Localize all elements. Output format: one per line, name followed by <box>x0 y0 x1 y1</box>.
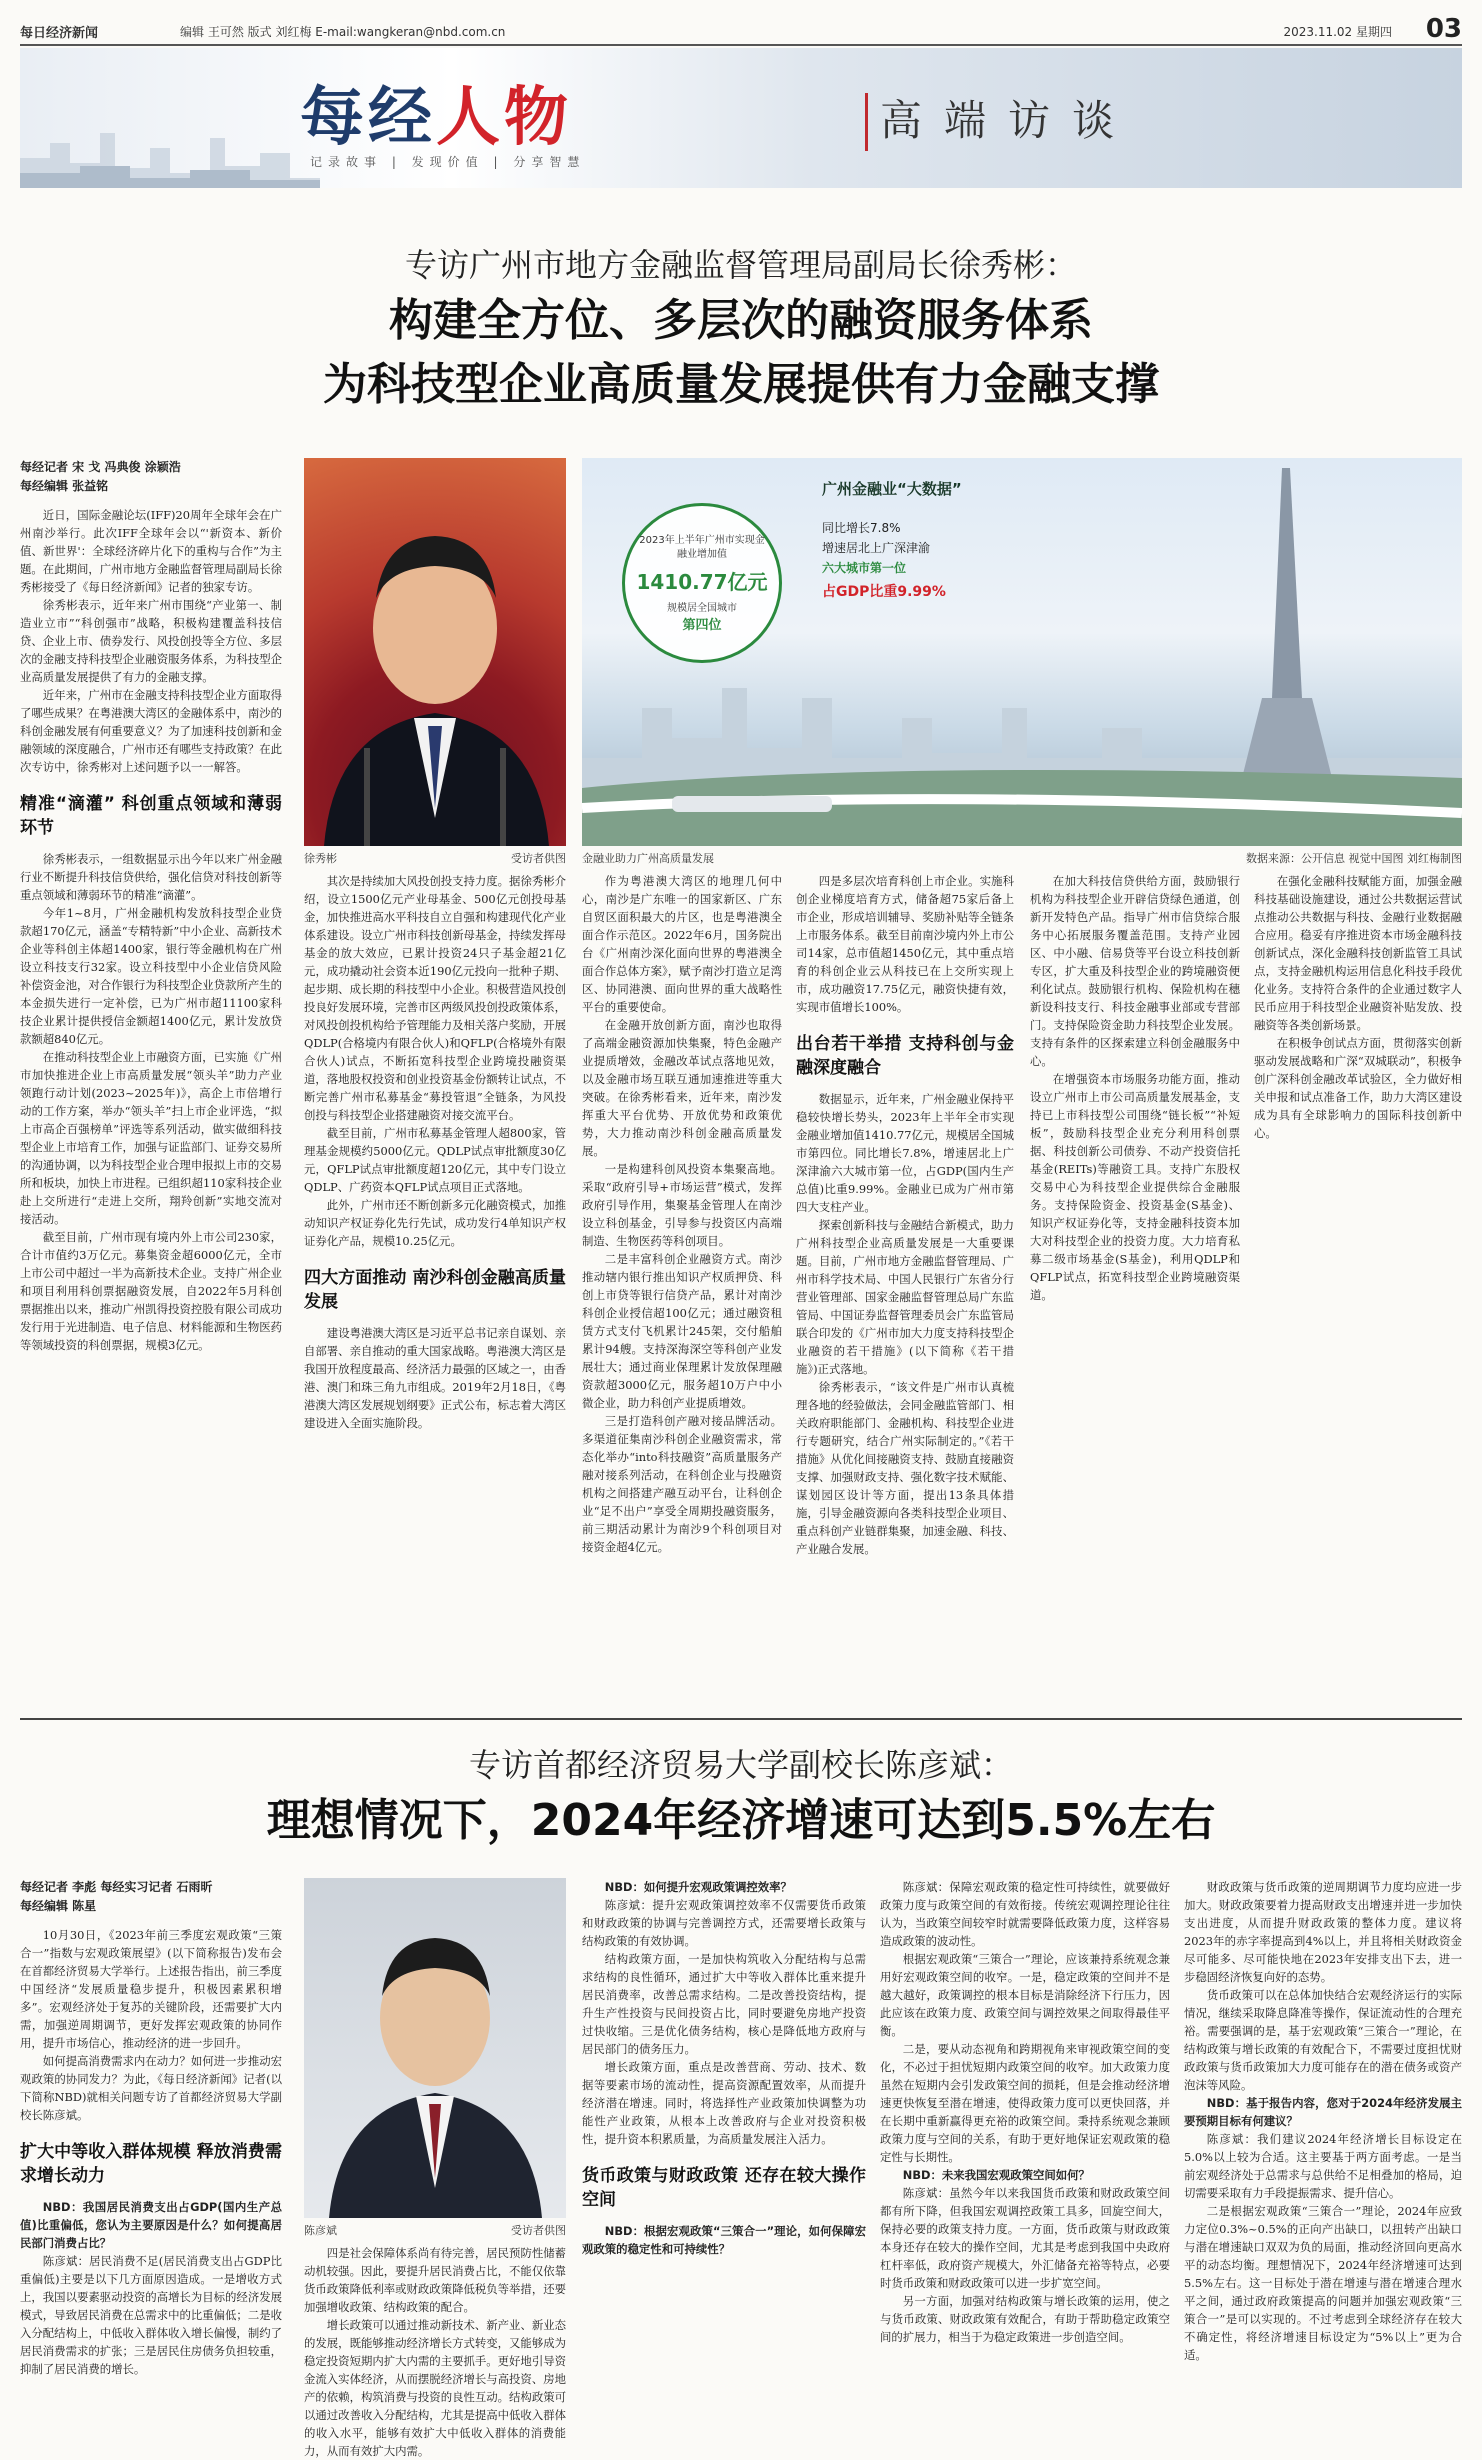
paragraph: 作为粤港澳大湾区的地理几何中心，南沙是广东唯一的国家新区、广东自贸区面积最大的片区，也是粤港澳全面合作示范区。2022年6月，国务院出台《广州南沙深化面向世界的粤港澳全面合作总体方案》，赋予南沙打造立足湾区、协同港澳、面向世界的重大战略性平台的重要使命。 <box>582 874 782 1014</box>
brand-logo-accent: 人物 <box>436 81 572 155</box>
article1-column5 <box>1030 872 1240 1304</box>
info-stat-rank: 六大城市第一位 <box>822 561 907 575</box>
paragraph: 今年1~8月，广州金融机构发放科技型企业贷款超170亿元，涵盖“专精特新”中小企业、高新技术企业等科创主体超1400家，银行等金融机构在广州设立科技支行32家。设立科技型中小企业信贷风险补偿资金池，对合作银行为科技型企业贷款所产生的本金损失进行一定补偿，已为广州市超11100家科技企业累计提供授信金额超1400亿元，累计发放贷款额超840亿元。 <box>20 906 282 1046</box>
paragraph: 徐秀彬表示，一组数据显示出今年以来广州金融行业不断提升科技信贷供给，强化信贷对科技创新等重点领域和薄弱环节的精准“滴灌”。 <box>20 852 283 902</box>
question: NBD：未来我国宏观政策空间如何？ <box>902 2168 1090 2182</box>
article2-kicker: 专访首都经济贸易大学副校长陈彦斌： <box>468 1746 1013 1784</box>
brand-logo <box>300 66 572 158</box>
info-circle-rank: 第四位 <box>682 617 722 633</box>
paragraph: 在强化金融科技赋能方面，加强金融科技基础设施建设，通过公共数据运营试点推动公共数据与科技、金融行业数据融合应用。稳妥有序推进资本市场金融科技创新试点，深化金融科技创新监管工具试点，支持金融机构运用信息化科技手段优化业务。支持符合条件的企业通过数字人民币应用于科技型企业融资补贴发放、投融资等各类创新场景。 <box>1254 874 1462 1032</box>
portrait2-caption <box>304 2222 566 2238</box>
answer: 根据宏观政策“三策合一”理论，应该兼持系统观念兼用好宏观政策空间的收窄。一是，稳定政策的空间并不是越大越好，政策调控的根本目标是消除经济下行压力，因此应该在政策力度、政策空间与调控效果之间取得最佳平衡。 <box>880 1952 1170 2038</box>
article1-title-line2: 为科技型企业高质量发展提供有力金融支撑 <box>323 359 1159 410</box>
article1-title-line1: 构建全方位、多层次的融资服务体系 <box>389 295 1093 346</box>
article2-column3 <box>582 1878 866 2258</box>
article2-column4 <box>880 1878 1170 2346</box>
masthead-rule <box>20 44 1462 46</box>
info-circle-label: 2023年上半年广州市实现金融业增加值 <box>639 534 765 560</box>
paragraph: 在加大科技信贷供给方面，鼓励银行机构为科技型企业开辟信贷绿色通道，创新开发特色产品。指导广州市信贷综合服务中心拓展服务覆盖范围。支持产业园区、中小融、信易贷等平台设立科技创新专区，扩大重及科技型企业的跨境融资便利化试点。鼓励银行机构、保险机构在穗新设科技支行、科技金融事业部或专营部门。支持保险资金助力科技型企业发展。支持有条件的区探索建立科创金融服务中心。 <box>1030 874 1240 1068</box>
paragraph: 近年来，广州市在金融支持科技型企业方面取得了哪些成果？在粤港澳大湾区的金融体系中，南沙的科创金融发展有何重要意义？为了加速科技创新和金融领域的深度融合，广州市还有哪些支持政策？在此次专访中，徐秀彬对上述问题予以一一解答。 <box>20 688 283 774</box>
answer: 陈彦斌：居民消费不足(居民消费支出占GDP比重偏低)主要是以下几方面原因造成。一是增收方式上，我国以要素驱动投资的高增长为目标的经济发展模式，导致居民消费在总需求中的比重偏低；二是收入分配结构上，中低收入群体收入增长偏慢，制约了居民消费需求的扩张；三是居民住房债务负担较重，抑制了居民消费的增长。 <box>20 2254 282 2376</box>
editor-credits: 编辑 王可然 版式 刘红梅 E-mail:wangkeran@nbd.com.cn <box>180 25 506 39</box>
paragraph: 三是打造科创产融对接品牌活动。多渠道征集南沙科创企业融资需求，常态化举办“into科技融资”高质量服务产融对接系列活动，在科创企业与投融资机构之间搭建产融互动平台，让科创企业“足不出户”享受全周期投融资服务，前三期活动累计为南沙9个科创项目对接资金超4亿元。 <box>582 1414 782 1554</box>
article1-subhead2: 四大方面推动 南沙科创金融高质量发展 <box>304 1268 566 1312</box>
portrait-figure <box>304 1878 566 2218</box>
paragraph: 其次是持续加大风投创投支持力度。据徐秀彬介绍，设立1500亿元产业母基金、500亿元创投母基金，加快推进高水平科技自立自强和构建现代化产业体系建设。设立广州市科技创新母基金，持续发挥母基金的放大效应，已累计投资24只子基金超21亿元，成功撬动社会资本近190亿元投向一批种子期、起步期、成长期的科技型中小企业。积极营造风投创投良好发展环境，完善市区两级风投创投政策体系，对风投创投机构给予管理能力及相关落户奖励，开展QDLP(合格境内有限合伙人)和QFLP(合格境外有限合伙人)试点，不断拓宽科技型企业跨境投融资渠道，落地股权投资和创业投资基金份额转让试点，不断完善广州市私募基金“募投管退”全链条，为风投创投与科技型企业搭建融资对接交流平台。 <box>304 874 567 1122</box>
paragraph: 截至目前，广州市私募基金管理人超800家，管理基金规模约5000亿元。QDLP试点审批额度30亿元，QFLP试点审批额度超120亿元，其中专门设立QDLP、广药资本QFLP试点项目正式落地。 <box>304 1126 566 1194</box>
info-stat-gdp-share: 占GDP比重9.99% <box>822 584 946 600</box>
info-stat-cities: 增速居北上广深津渝 <box>822 541 931 555</box>
article1-column3 <box>582 872 782 1556</box>
article1-kicker: 专访广州市地方金融监督管理局副局长徐秀彬： <box>404 246 1077 284</box>
answer: 陈彦斌：我们建议2024年经济增长目标设定在5.0%以上较为合适。这主要基于两方面考虑。一是当前宏观经济处于总需求与总供给不足相叠加的格局，迫切需要采取有力手段提振需求、提升信心。 <box>1184 2132 1462 2200</box>
info-circle <box>622 503 782 663</box>
article2-column2 <box>304 2244 566 2460</box>
page-number: 03 <box>1425 14 1462 44</box>
question: NBD：如何提升宏观政策调控效率？ <box>604 1880 792 1894</box>
paragraph: 数据显示，近年来，广州金融业保持平稳较快增长势头，2023年上半年全市实现金融业增加值1410.77亿元，规模居全国城市第四位。同比增长7.8%，增速居北上广深津渝六大城市第一位，占GDP(国内生产总值)比重9.99%。金融业已成为广州市第四大支柱产业。 <box>796 1092 1014 1214</box>
article2-reporters: 每经记者 李彪 每经实习记者 石雨昕 <box>20 1880 213 1894</box>
info-stat-growth: 同比增长7.8% <box>822 521 901 535</box>
paragraph: 徐秀彬表示，近年来广州市围绕“产业第一、制造业立市”“科创强市”战略，积极构建覆盖科技信贷、企业上市、债券发行、风投创投等全方位、多层次的金融支持科技型企业融资服务体系，为科技型企业高质量发展提供了有力的金融支撑。 <box>20 598 282 684</box>
section-banner <box>20 48 1462 188</box>
answer: 陈彦斌：虽然今年以来我国货币政策和财政政策空间都有所下降，但我国宏观调控政策工具多，回旋空间大，保持必要的政策支持力度。一方面，货币政策与财政政策本身还存在较大的操作空间，尤其是考虑到我国中央政府杠杆率低，政府资产规模大，外汇储备充裕等特点，必要时货币政策和财政政策可以进一步扩宽空间。 <box>880 2186 1170 2290</box>
paragraph: 徐秀彬表示，“该文件是广州市认真梳理各地的经验做法，会同金融监管部门、相关政府职能部门、金融机构、科技型企业进行专题研究，结合广州实际制定的。”《若干措施》从优化间接融资支持、鼓励直接融资支撑、加强财政支持、强化数字技术赋能、谋划园区设计等方面，提出13条具体措施，引导金融资源向各类科技型企业项目、重点科创产业链群集聚，加速金融、科技、产业融合发展。 <box>796 1380 1014 1556</box>
infographic-title: 广州金融业“大数据” <box>822 480 962 498</box>
question: NBD：我国居民消费支出占GDP(国内生产总值)比重偏低，您认为主要原因是什么？如何提高居民部门消费占比？ <box>20 2200 282 2250</box>
city-photo-credit: 数据来源：公开信息 视觉中国图 刘红梅制图 <box>1246 852 1462 865</box>
article1-reporters: 每经记者 宋 戈 冯典俊 涂颖浩 <box>20 460 181 474</box>
paragraph: 10月30日，《2023年前三季度宏观政策“三策合一”指数与宏观政策展望》(以下简称报告)发布会在首都经济贸易大学举行。上述报告指出，前三季度中国经济“发展质量稳步提升，积极因素累积增多”。宏观经济处于复苏的关键阶段，还需要扩大内需，加强逆周期调节，更好发挥宏观政策的协同作用，提升市场信心，推动经济的进一步回升。 <box>20 1928 282 2050</box>
portrait-photo-xu <box>304 458 566 846</box>
answer: 四是社会保障体系尚有待完善，居民预防性储蓄动机较强。因此，要提升居民消费占比，不能仅依靠货币政策降低利率或财政政策降低税负等举措，还要加强增收政策、结构政策的配合。 <box>304 2246 567 2314</box>
answer: 二是，要从动态视角和跨期视角来审视政策空间的变化，不必过于担忧短期内政策空间的收窄。加大政策力度虽然在短期内会引发政策空间的损耗，但是会推动经济增速更快恢复至潜在增速，使得政策力度可以更快回落，并在长期中重新赢得更充裕的政策空间。秉持系统观念兼顾政策力度与空间的关系，有助于更好地保证宏观政策的稳定性与长期性。 <box>880 2042 1170 2164</box>
city-photo-caption <box>582 850 1462 866</box>
section-divider <box>20 1718 1462 1720</box>
infographic-stats <box>822 518 946 602</box>
portrait2-credit: 受访者供图 <box>511 2224 566 2237</box>
paragraph: 此外，广州市还不断创新多元化融资模式，加推动知识产权证券化先行先试，成功发行4单知识产权证券化产品，规模10.25亿元。 <box>304 1198 567 1248</box>
paragraph: 在增强资本市场服务功能方面，推动设立广州市上市公司高质量发展基金，支持已上市科技型公司围绕“链长板”“补短板”，鼓励科技型企业充分利用科创票据、科技创新公司债券、不动产投资信托基金(REITs)等融资工具。支持广东股权交易中心为科技型企业提供综合金融服务。支持保险资金、投资基金(S基金)、知识产权证券化等，支持金融科技资本加大对科技型企业的投资力度。大力培育私募二级市场基金(S基金)，利用QDLP和QFLP试点，拓宽科技型企业跨境融资渠道。 <box>1030 1072 1240 1302</box>
paragraph: 如何提高消费需求内在动力？如何进一步推动宏观政策的协同发力？为此，《每日经济新闻》记者(以下简称NBD)就相关问题专访了首都经济贸易大学副校长陈彦斌。 <box>20 2054 283 2122</box>
article2-column5 <box>1184 1878 1462 2364</box>
article1-headline <box>20 240 1462 414</box>
answer: 陈彦斌：提升宏观政策调控效率不仅需要货币政策和财政政策的协调与完善调控方式，还需要增长政策与结构政策的有效协调。 <box>582 1898 866 1948</box>
city-photo <box>582 458 1462 846</box>
article2-subhead2: 货币政策与财政政策 还存在较大操作空间 <box>582 2166 866 2210</box>
paragraph: 在金融开放创新方面，南沙也取得了高端金融资源加快集聚，特色金融产业提质增效，金融改革试点落地见效，以及金融市场互联互通加速推进等重大突破。在徐秀彬看来，近年来，南沙发挥重大平台优势、开放优势和政策优势，大力推动南沙科创金融高质量发展。 <box>582 1018 782 1158</box>
answer: 货币政策可以在总体加快结合宏观经济运行的实际情况，继续采取降息降准等操作，保证流动性的合理充裕。需要强调的是，基于宏观政策“三策合一”理论，在结构政策与增长政策的有效配合下，不需要过度担忧财政政策与货币政策加大力度可能存在的潜在债务或资产泡沫等风险。 <box>1184 1988 1462 2092</box>
portrait-credit: 受访者供图 <box>511 852 566 865</box>
article2-byline <box>20 1878 282 1916</box>
question: NBD：根据宏观政策“三策合一”理论，如何保障宏观政策的稳定性和可持续性？ <box>582 2224 866 2256</box>
article1-subhead3: 出台若干举措 支持科创与金融深度融合 <box>796 1034 1014 1078</box>
question: NBD：基于报告内容，您对于2024年经济发展主要预期目标有何建议？ <box>1184 2096 1462 2128</box>
answer: 增长政策可以通过推动新技术、新产业、新业态的发展，既能够推动经济增长方式转变，又能够成为稳定投资短期内扩大内需的主要抓手。更好地引导资金流入实体经济，从而摆脱经济增长与高投资、房地产的依赖，构筑消费与投资的良性互动。结构政策可以通过改善收入分配结构，尤其是提高中低收入群体的收入水平，能够有效扩大中低收入群体的消费能力，从而有效扩大内需。 <box>304 2318 567 2458</box>
article1-editor: 每经编辑 张益铭 <box>20 479 109 493</box>
answer: 二是根据宏观政策“三策合一”理论，2024年应致力定位0.3%~0.5%的正向产出缺口，以扭转产出缺口与潜在增速缺口双双为负的局面，推动经济回向更高水平的动态均衡。理想情况下，2024年经济增速可达到5.5%左右。这一目标处于潜在增速与潜在增速合理水平之间，通过政府政策提高的问题并加强宏观政策“三策合一”是可以实现的。不过考虑到全球经济存在较大不确定性，将经济增速目标设定为“5%以上”更为合适。 <box>1184 2204 1462 2362</box>
masthead <box>20 14 1462 44</box>
city-photo-caption-text: 金融业助力广州高质量发展 <box>582 852 714 865</box>
article1-byline <box>20 458 282 496</box>
article1-subhead1: 精准“滴灌” 科创重点领域和薄弱环节 <box>20 794 282 838</box>
portrait-photo-chen <box>304 1878 566 2218</box>
article2-column1 <box>20 1878 282 2378</box>
article1-column4 <box>796 872 1014 1558</box>
article2-headline <box>20 1740 1462 1850</box>
paragraph: 截至目前，广州市现有境内外上市公司230家，合计市值约3万亿元。募集资金超6000亿元，全市上市公司中超过一半为高新技术企业。支持广州企业和项目利用科创票据融资发展，自2022年5月科创票据推出以来，推动广州凯得投资控股有限公司成功发行用于光进制造、电子信息、材料能源和生物医药等领域投资的科创票据，规模3亿元。 <box>20 1230 282 1352</box>
answer: 增长政策方面，重点是改善营商、劳动、技术、数据等要素市场的流动性，提高资源配置效率，从而提升经济潜在增速。同时，将选择性产业政策加快调整为功能性产业政策，从根本上改善政府与企业对投资积极性，提升资本积累质量，为高质量发展注入活力。 <box>582 2060 866 2146</box>
column-divider <box>865 93 868 151</box>
issue-date: 2023.11.02 星期四 <box>1283 25 1392 39</box>
column-title: 高端访谈 <box>880 96 1137 145</box>
portrait-figure <box>304 458 566 846</box>
article2-editor: 每经编辑 陈星 <box>20 1899 97 1913</box>
answer: 陈彦斌：保障宏观政策的稳定性可持续性，就要做好政策力度与政策空间的有效衔接。传统宏观调控理论往往认为，当政策空间较窄时就需要降低政策力度，这样容易造成政策的波动性。 <box>880 1880 1170 1948</box>
paragraph: 在推动科技型企业上市融资方面，已实施《广州市加快推进企业上市高质量发展“领头羊”助力产业领跑行动计划(2023~2025年)》，高企上市倍增行动的工作方案，举办“领头羊”扫上市企业评选，“拟上市高企百强榜单”评选等系列活动，做实做细科技型企业上市培育工作，加强与证监部门、证券交易所的沟通协调，以为科技型企业合理申报拟上市的交易所和板块，加快上市进程。已组织超110家科技企业赴上交所进行“走进上交所，翔羚创新”实地交流对接活动。 <box>20 1050 283 1226</box>
answer: 结构政策方面，一是加快构筑收入分配结构与总需求结构的良性循环，通过扩大中等收入群体比重来提升居民消费率，改善总需求结构。二是改善投资结构，提升生产性投资与民间投资占比，同时要避免房地产投资过快收缩。三是优化债务结构，核心是降低地方政府与居民部门的债务压力。 <box>582 1952 866 2056</box>
portrait2-caption-name: 陈彦斌 <box>304 2224 337 2237</box>
paragraph: 建设粤港澳大湾区是习近平总书记亲自谋划、亲自部署、亲自推动的重大国家战略。粤港澳大湾区是我国开放程度最高、经济活力最强的区域之一，由香港、澳门和珠三角九市组成。2019年2月18日，《粤港澳大湾区发展规划纲要》正式公布，标志着大湾区建设进入全面实施阶段。 <box>304 1326 567 1430</box>
paragraph: 在积极争创试点方面，贯彻落实创新驱动发展战略和广深“双城联动”，积极争创广深科创金融改革试验区，全力做好相关申报和试点准备工作，助力大湾区建设成为具有全球影响力的国际科技创新中心。 <box>1254 1036 1462 1140</box>
paper-name: 每日经济新闻 <box>20 26 99 41</box>
paragraph: 二是丰富科创企业融资方式。南沙推动辖内银行推出知识产权质押贷、科创上市贷等银行信贷产品，累计对南沙科创企业授信超100亿元；通过融资租赁方式支付飞机累计245架，交付船舶累计94艘。支持深海深空等科创产业发展壮大；通过商业保理累计发放保理融资款超3000亿元，服务超10万户中小微企业，助力科创产业提质增效。 <box>582 1252 782 1410</box>
paragraph: 近日，国际金融论坛(IFF)20周年全球年会在广州南沙举行。此次IFF全球年会以“'新资本、新价值、新世界'：全球经济碎片化下的重构与合作”为主题。在此期间，广州市地方金融监督管理局副局长徐秀彬接受了《每日经济新闻》记者的独家专访。 <box>20 508 282 594</box>
paragraph: 探索创新科技与金融结合新模式，助力广州科技型企业高质量发展是一大重要课题。目前，广州市地方金融监督管理局、广州市科学技术局、中国人民银行广东省分行营业管理部、国家金融监督管理总局广东监管局、中国证券监督管理委员会广东监管局联合印发的《广州市加大力度支持科技型企业融资的若干措施》(以下简称《若干措施》)正式落地。 <box>796 1218 1014 1376</box>
article2-title: 理想情况下，2024年经济增速可达到5.5%左右 <box>266 1795 1216 1846</box>
portrait-caption <box>304 850 566 866</box>
answer: 另一方面，加强对结构政策与增长政策的运用，使之与货币政策、财政政策有效配合，有助于帮助稳定政策空间的扩展力，相当于为稳定政策进一步创造空间。 <box>880 2294 1170 2344</box>
answer: 财政政策与货币政策的逆周期调节力度均应进一步加大。财政政策要着力提高财政支出增速并进一步加快支出进度，从而提升财政政策的整体力度。建议将2023年的赤字率提高到4%以上，并且将相关财政资金尽可能多、尽可能快地在2023年安排支出下去，进一步稳固经济恢复向好的态势。 <box>1184 1880 1462 1984</box>
info-circle-value: 1410.77亿元 <box>636 569 768 594</box>
paragraph: 四是多层次培育科创上市企业。实施科创企业梯度培育方式，储备超75家后备上市企业，形成培训辅导、奖励补贴等全链条上市服务体系。截至目前南沙境内外上市公司14家，总市值超1450亿元，其中重点培育的科创企业云从科技已在上交所实现上市，成功融资17.75亿元，融资快捷有效，实现市值增长100%。 <box>796 874 1014 1014</box>
brand-slogan: 记录故事 | 发现价值 | 分享智慧 <box>310 155 586 169</box>
article2-subhead1: 扩大中等收入群体规模 释放消费需求增长动力 <box>20 2142 282 2186</box>
paragraph: 一是构建科创风投资本集聚高地。采取“政府引导+市场运营”模式，发挥政府引导作用，集聚基金管理人在南沙设立科创基金，引导参与投资区内高端制造、生物医药等科创项目。 <box>582 1162 782 1248</box>
brand-logo-text: 每经 <box>300 81 436 155</box>
info-circle-rank-label: 规模居全国城市 <box>667 602 737 614</box>
portrait-caption-name: 徐秀彬 <box>304 852 337 865</box>
article1-column6 <box>1254 872 1462 1142</box>
article1-column2 <box>304 872 566 1432</box>
article1-column1 <box>20 458 282 1354</box>
